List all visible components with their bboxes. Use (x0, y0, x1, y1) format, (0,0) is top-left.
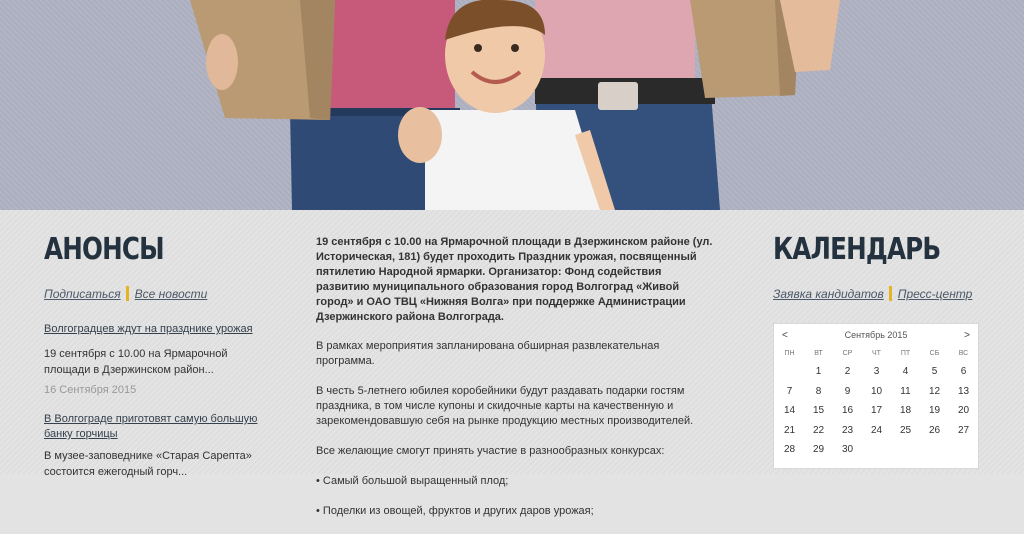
calendar-day[interactable]: 4 (902, 366, 909, 377)
hero-banner (0, 0, 1024, 210)
weekday-label: ЧТ (872, 350, 881, 357)
family-photo (0, 0, 1024, 210)
article-paragraph: В рамках мероприятия запланирована обширная развлекательная программа. (316, 340, 660, 367)
news-excerpt: В музее-заповеднике «Старая Сарепта» состоится ежегодный горч... (44, 450, 252, 478)
article-body (316, 235, 716, 534)
calendar-day[interactable]: 11 (900, 385, 911, 397)
calendar-day[interactable]: 12 (928, 385, 941, 397)
next-month-button[interactable]: > (964, 329, 970, 341)
father-shirt (535, 0, 695, 90)
child-shirt (425, 110, 605, 210)
news-title-link[interactable]: Волгоградцев ждут на празднике урожая (44, 323, 253, 335)
calendar-day[interactable]: 15 (812, 405, 825, 416)
all-news-link[interactable]: Все новости (134, 287, 208, 301)
calendar-day[interactable]: 24 (870, 424, 883, 436)
calendar-day[interactable]: 5 (931, 366, 938, 377)
calendar-day[interactable]: 2 (844, 366, 851, 377)
calendar-day[interactable]: 20 (957, 405, 970, 416)
calendar-month-label: Сентябрь 2015 (844, 330, 908, 340)
mother-shirt (320, 0, 455, 110)
link-separator (126, 286, 129, 301)
news-title-link[interactable]: В Волгограде приготовят самую большую банку горчицы (44, 413, 258, 440)
announcements-links (44, 286, 207, 301)
calendar-day[interactable]: 3 (873, 366, 880, 377)
belt-buckle (598, 82, 638, 110)
news-list (44, 322, 269, 494)
main-content (0, 210, 1024, 517)
weekday-label: СБ (929, 350, 940, 357)
subscribe-link[interactable]: Подписаться (44, 287, 121, 301)
press-center-link[interactable]: Пресс-центр (897, 287, 973, 301)
calendar-day[interactable]: 16 (841, 405, 854, 416)
weekday-label: ПТ (900, 350, 911, 357)
calendar-day[interactable]: 10 (870, 385, 883, 397)
calendar-day[interactable]: 7 (786, 385, 793, 397)
clasped-hands (398, 107, 442, 163)
article-paragraph: В честь 5-летнего юбилея коробейники будут раздавать подарки гостям праздника, в том числе купоны и скидочные карты на качественную и зарекомендовавшую себя на рынке продукцию местных производителей. (316, 385, 694, 427)
calendar-day[interactable]: 14 (783, 405, 796, 416)
calendar-title: КАЛЕНДАРЬ (773, 232, 941, 267)
calendar-day[interactable]: 8 (815, 385, 822, 397)
prev-month-button[interactable]: < (782, 329, 788, 341)
article-list-item: • Самый большой выращенный плод; (316, 475, 509, 487)
calendar-links (773, 286, 972, 301)
calendar-day[interactable]: 13 (957, 385, 970, 397)
weekday-label: ПН (784, 350, 795, 357)
weekday-label: СР (842, 350, 853, 357)
calendar-day[interactable]: 9 (844, 385, 851, 397)
calendar-day[interactable]: 27 (957, 424, 970, 436)
weekday-label: ВС (958, 350, 969, 357)
calendar-day[interactable]: 6 (960, 366, 967, 377)
calendar-header (774, 324, 978, 346)
article-lead: 19 сентября с 10.00 на Ярмарочной площади в Дзержинском районе (ул. Историческая, 181) будет проходить Праздник урожая, посвященный пятилетию Народной ярмарки. Организатор: Фонд содействия развитию муниципального образования город Волгоград «Живой город» и ОАО ТВЦ «Нижняя Волга» при поддержке Администрации Дзержинского района Волгограда. (316, 236, 713, 323)
news-excerpt: 19 сентября с 10.00 на Ярмарочной площади в Дзержинском район... (44, 348, 228, 376)
calendar-day[interactable]: 29 (812, 444, 825, 455)
calendar-day[interactable]: 23 (841, 424, 854, 436)
calendar-day[interactable]: 25 (899, 424, 912, 436)
calendar-empty-cell (775, 362, 804, 382)
article-paragraph: Все желающие смогут принять участие в разнообразных конкурсах: (316, 445, 665, 457)
weekday-label: ВТ (814, 350, 823, 357)
news-date: 16 Сентября 2015 (44, 384, 137, 396)
calendar-grid (774, 346, 978, 460)
article-list-item: • Поделки из овощей, фруктов и других даров урожая; (316, 505, 594, 517)
candidates-link[interactable]: Заявка кандидатов (773, 287, 884, 301)
calendar-day[interactable]: 18 (899, 405, 912, 416)
calendar-day[interactable]: 21 (783, 424, 796, 436)
link-separator (889, 286, 892, 301)
calendar-day[interactable]: 17 (870, 405, 883, 416)
calendar-day[interactable]: 28 (783, 444, 796, 455)
news-item (44, 322, 269, 396)
calendar-day[interactable]: 22 (812, 424, 825, 436)
calendar-day[interactable]: 26 (928, 424, 941, 436)
calendar-widget (773, 323, 979, 469)
news-item (44, 412, 269, 480)
calendar-day[interactable]: 30 (841, 444, 854, 455)
announcements-title: АНОНСЫ (44, 232, 164, 267)
calendar-day[interactable]: 1 (815, 366, 822, 377)
calendar-day[interactable]: 19 (928, 405, 941, 416)
